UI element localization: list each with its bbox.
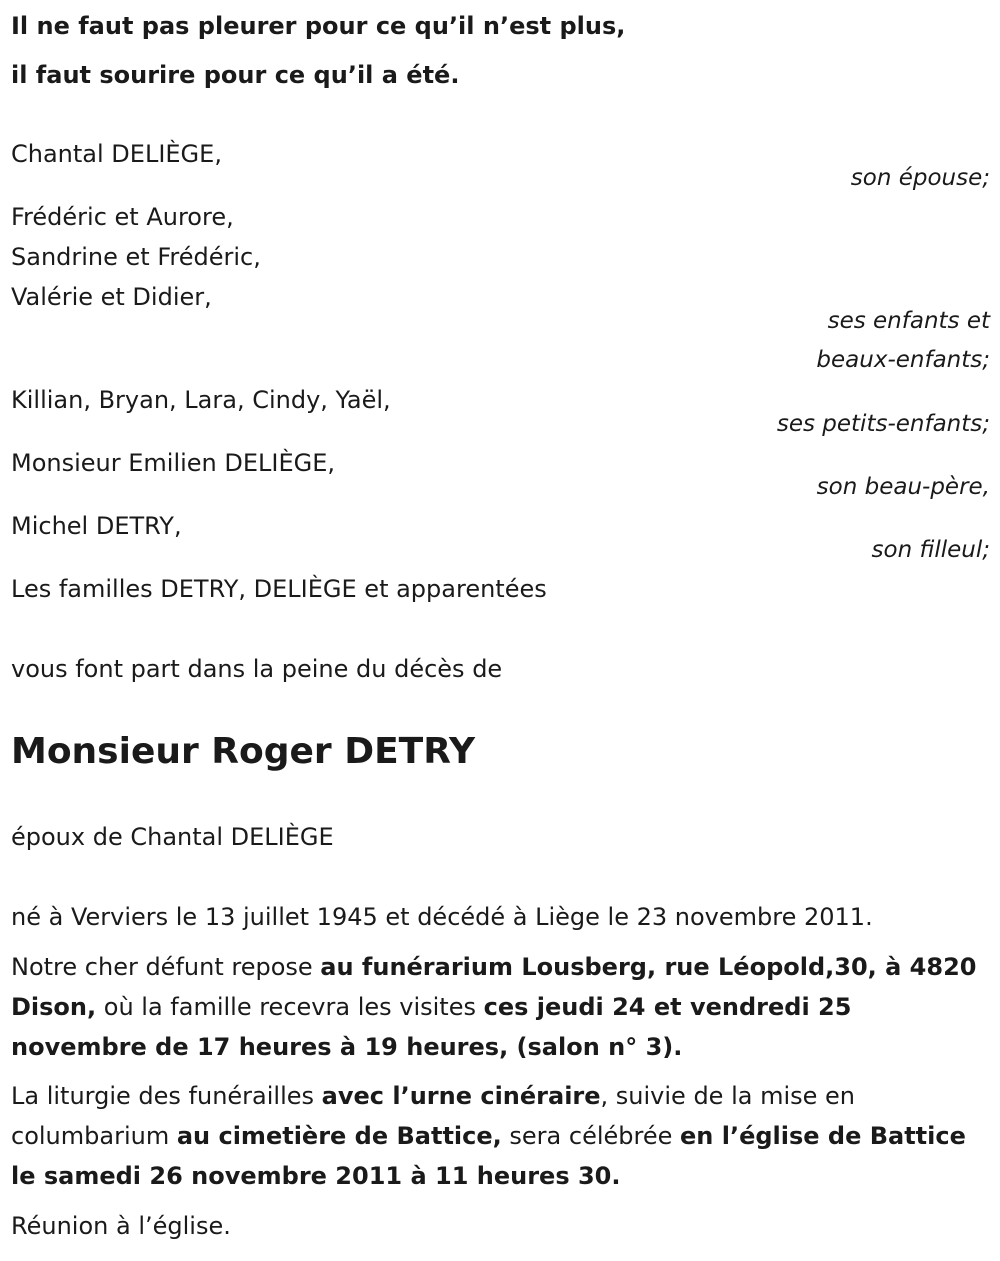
- liturgy-text-1: La liturgie des funérailles: [11, 1082, 322, 1110]
- father-in-law: Monsieur Emilien DELIÈGE,: [11, 449, 336, 477]
- church-date-time: en l’église de Battice le samedi 26 novembre 2011 à 11 heures 30.: [11, 1122, 966, 1190]
- spouse-role: son épouse;: [850, 165, 990, 191]
- child-1: Frédéric et Aurore,: [11, 203, 234, 231]
- spouse-name: Chantal DELIÈGE,: [11, 140, 222, 168]
- liturgy-paragraph: [11, 1076, 981, 1196]
- visitation-text-2: où la famille recevra les visites: [96, 993, 484, 1021]
- child-2: Sandrine et Frédéric,: [11, 243, 261, 271]
- epigraph-line-1: Il ne faut pas pleurer pour ce qu’il n’est plus,: [11, 12, 626, 40]
- grandchildren-role: ses petits-enfants;: [776, 411, 990, 437]
- children-role-line-2: beaux-enfants;: [816, 347, 990, 373]
- cemetery: au cimetière de Battice,: [176, 1122, 502, 1150]
- visitation-paragraph: [11, 947, 981, 1067]
- visitation-text-1: Notre cher défunt repose: [11, 953, 321, 981]
- godson-role: son filleul;: [871, 537, 990, 563]
- birth-death: né à Verviers le 13 juillet 1945 et décédé à Liège le 23 novembre 2011.: [11, 903, 873, 931]
- urn-note: avec l’urne cinéraire: [321, 1082, 601, 1110]
- godson: Michel DETRY,: [11, 512, 182, 540]
- father-in-law-role: son beau-père,: [816, 474, 990, 500]
- funeral-home-address: au funérarium Lousberg, rue Léopold,30, à 4820 Dison,: [11, 953, 977, 1021]
- liturgy-text-2: , suivie de la mise en columbarium: [11, 1082, 855, 1150]
- deceased-name: Monsieur Roger DETRY: [11, 731, 476, 772]
- epigraph-line-2: il faut sourire pour ce qu’il a été.: [11, 61, 460, 89]
- visitation-dates: ces jeudi 24 et vendredi 25 novembre de 17 heures à 19 heures, (salon n° 3).: [11, 993, 852, 1061]
- families: Les familles DETRY, DELIÈGE et apparentées: [11, 575, 547, 603]
- child-3: Valérie et Didier,: [11, 283, 212, 311]
- grandchildren: Killian, Bryan, Lara, Cindy, Yaël,: [11, 386, 391, 414]
- meeting-note: Réunion à l’église.: [11, 1212, 231, 1240]
- children-role-line-1: ses enfants et: [827, 308, 990, 334]
- spouse-of: époux de Chantal DELIÈGE: [11, 823, 334, 851]
- announcement: vous font part dans la peine du décès de: [11, 655, 503, 683]
- liturgy-text-3: sera célébrée: [501, 1122, 680, 1150]
